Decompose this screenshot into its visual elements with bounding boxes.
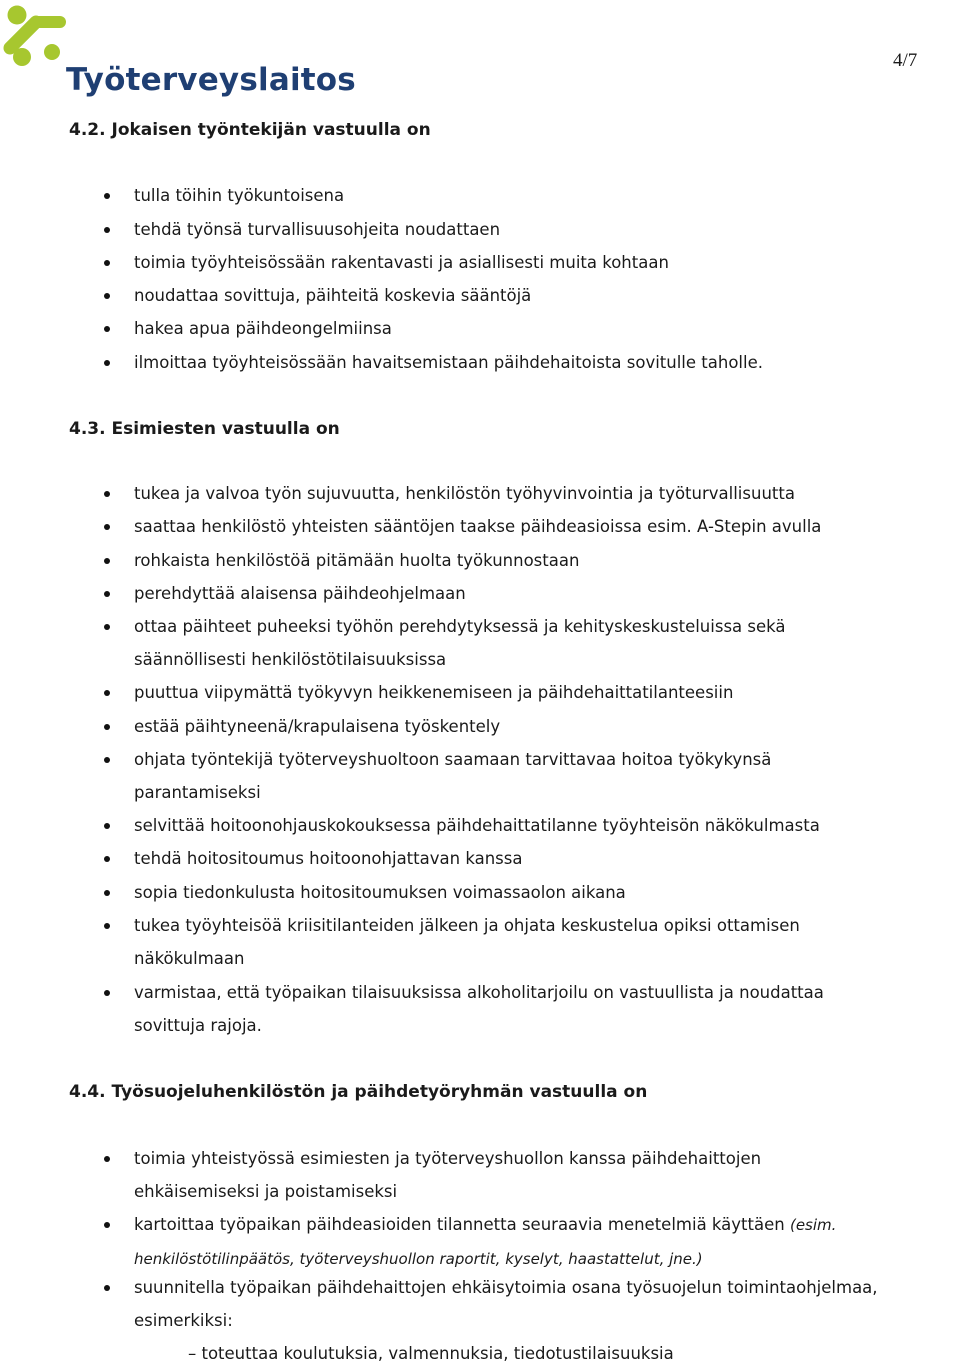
list-item: hakea apua päihdeongelmiinsa <box>134 319 392 338</box>
list-item <box>134 1215 836 1235</box>
sub-list-item: – toteuttaa koulutuksia, valmennuksia, tiedotustilaisuuksia <box>188 1344 674 1363</box>
bullet-icon <box>104 1156 110 1162</box>
list-item: noudattaa sovittuja, päihteitä koskevia sääntöjä <box>134 286 532 305</box>
list-item: tehdä työnsä turvallisuusohjeita noudattaen <box>134 220 501 239</box>
page-number: 4/7 <box>893 50 918 71</box>
bullet-icon <box>104 591 110 597</box>
list-item-continuation: näkökulmaan <box>134 949 245 968</box>
logo <box>0 0 356 110</box>
list-item: ohjata työntekijä työterveyshuoltoon saamaan tarvittavaa hoitoa työkykynsä <box>134 750 772 769</box>
list-item: tulla töihin työkuntoisena <box>134 186 345 205</box>
bullet-icon <box>104 624 110 630</box>
bullet-icon <box>104 360 110 366</box>
list-item: estää päihtyneenä/krapulaisena työskentely <box>134 717 501 736</box>
list-item: tehdä hoitositoumus hoitoonohjattavan kanssa <box>134 849 523 868</box>
bullet-icon <box>104 757 110 763</box>
list-item-italic-note: (esim. <box>789 1216 837 1234</box>
list-item: selvittää hoitoonohjauskokouksessa päihdehaittatilanne työyhteisön näkökulmasta <box>134 816 820 835</box>
bullet-icon <box>104 1285 110 1291</box>
bullet-icon <box>104 823 110 829</box>
section-heading: 4.4. Työsuojeluhenkilöstön ja päihdetyöryhmän vastuulla on <box>69 1082 648 1102</box>
list-item: ottaa päihteet puheeksi työhön perehdytyksessä ja kehityskeskusteluissa sekä <box>134 617 786 636</box>
list-item-text: kartoittaa työpaikan päihdeasioiden tilannetta seuraavia menetelmiä käyttäen <box>134 1215 785 1234</box>
list-item: tukea ja valvoa työn sujuvuutta, henkilöstön työhyvinvointia ja työturvallisuutta <box>134 484 795 503</box>
list-item-continuation: parantamiseksi <box>134 783 261 802</box>
list-item: tukea työyhteisöä kriisitilanteiden jälkeen ja ohjata keskustelua opiksi ottamisen <box>134 916 800 935</box>
bullet-icon <box>104 491 110 497</box>
bullet-icon <box>104 193 110 199</box>
bullet-icon <box>104 923 110 929</box>
bullet-icon <box>104 558 110 564</box>
list-item-italic-continuation: henkilöstötilinpäätös, työterveyshuollon raportit, kyselyt, haastattelut, jne.) <box>134 1250 703 1268</box>
bullet-icon <box>104 1222 110 1228</box>
bullet-icon <box>104 260 110 266</box>
list-item-continuation: ehkäisemiseksi ja poistamiseksi <box>134 1182 398 1201</box>
list-item: puuttua viipymättä työkyvyn heikkenemiseen ja päihdehaittatilanteesiin <box>134 683 734 702</box>
list-item-continuation: esimerkiksi: <box>134 1311 233 1330</box>
bullet-icon <box>104 856 110 862</box>
bullet-icon <box>104 724 110 730</box>
list-item: suunnitella työpaikan päihdehaittojen ehkäisytoimia osana työsuojelun toimintaohjelmaa, <box>134 1278 878 1297</box>
section-heading: 4.3. Esimiesten vastuulla on <box>69 419 340 439</box>
bullet-icon <box>104 524 110 530</box>
bullet-icon <box>104 227 110 233</box>
list-item: perehdyttää alaisensa päihdeohjelmaan <box>134 584 466 603</box>
bullet-icon <box>104 326 110 332</box>
list-item-continuation: sovittuja rajoja. <box>134 1016 262 1035</box>
bullet-icon <box>104 990 110 996</box>
bullet-icon <box>104 890 110 896</box>
bullet-icon <box>104 293 110 299</box>
list-item: sopia tiedonkulusta hoitositoumuksen voimassaolon aikana <box>134 883 626 902</box>
bullet-icon <box>104 690 110 696</box>
logo-text: Työterveyslaitos <box>66 62 356 98</box>
section-heading: 4.2. Jokaisen työntekijän vastuulla on <box>69 120 431 140</box>
list-item: ilmoittaa työyhteisössään havaitsemistaan päihdehaitoista sovitulle taholle. <box>134 353 763 372</box>
list-item: varmistaa, että työpaikan tilaisuuksissa alkoholitarjoilu on vastuullista ja noudattaa <box>134 983 824 1002</box>
list-item-continuation: säännöllisesti henkilöstötilaisuuksissa <box>134 650 447 669</box>
list-item: toimia työyhteisössään rakentavasti ja asiallisesti muita kohtaan <box>134 253 669 272</box>
list-item: rohkaista henkilöstöä pitämään huolta työkunnostaan <box>134 551 580 570</box>
list-item: saattaa henkilöstö yhteisten sääntöjen taakse päihdeasioissa esim. A-Stepin avulla <box>134 517 822 536</box>
list-item: toimia yhteistyössä esimiesten ja työterveyshuollon kanssa päihdehaittojen <box>134 1149 762 1168</box>
